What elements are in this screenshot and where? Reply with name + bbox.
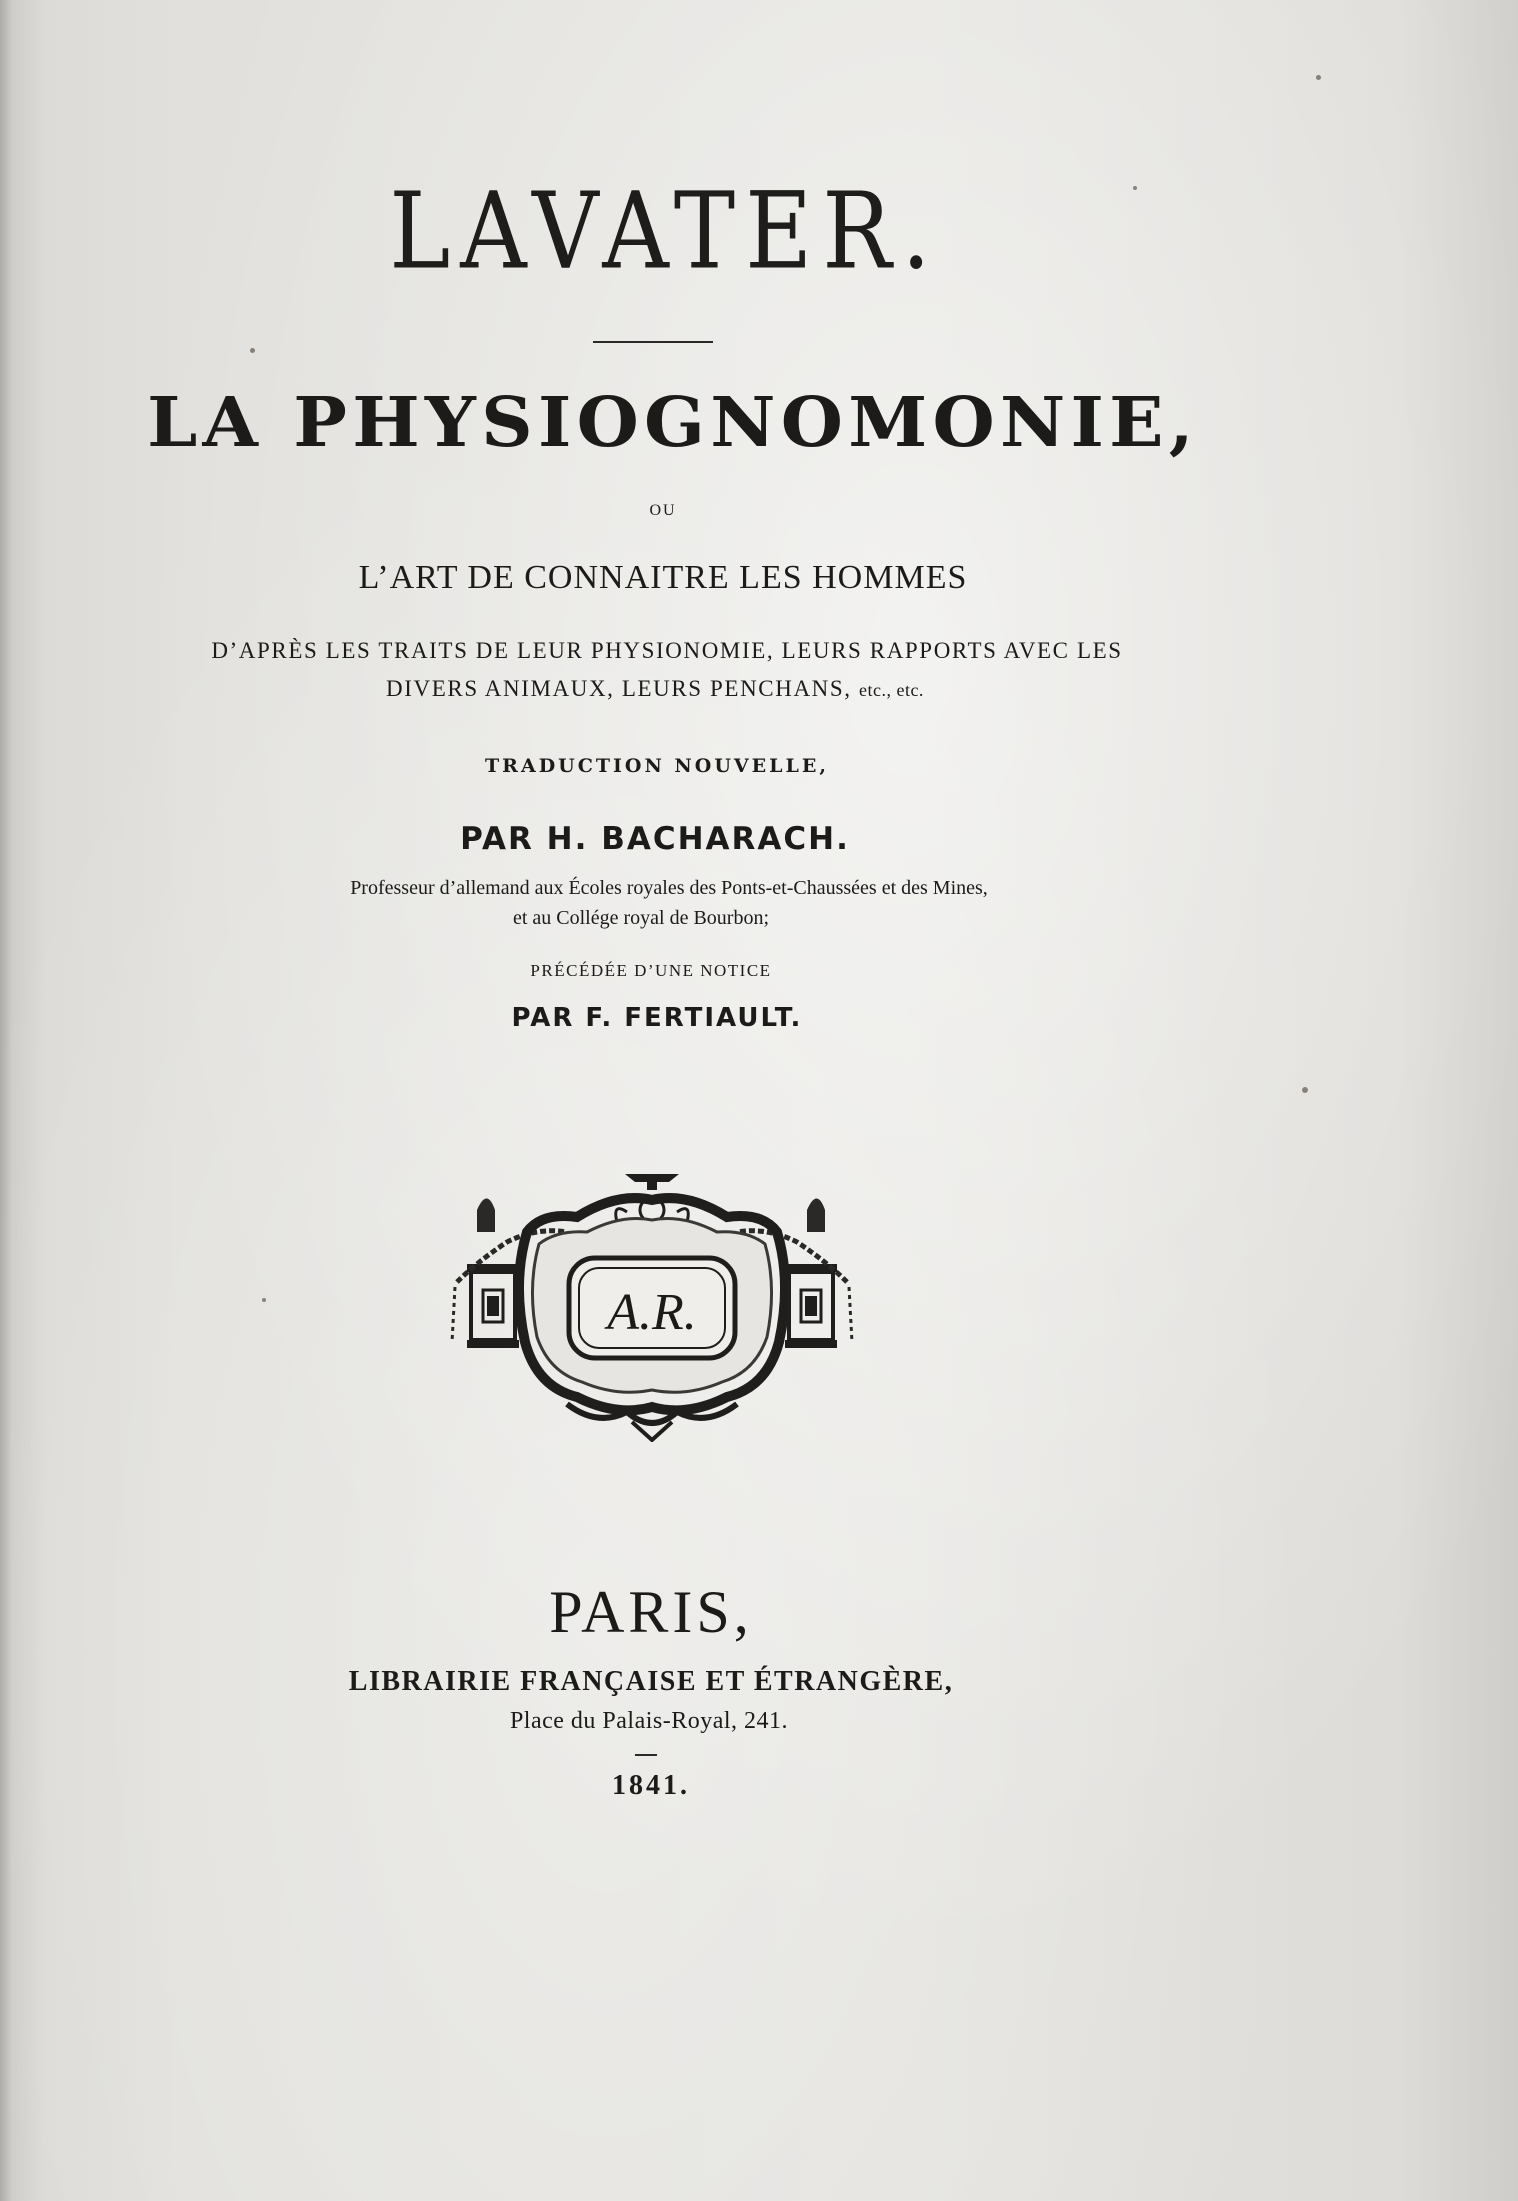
book-title: LA PHYSIOGNOMONIE, [147, 383, 1199, 463]
translator-name: PAR H. BACHARACH. [460, 821, 850, 857]
notice-text: PRÉCÉDÉE D’UNE NOTICE [530, 961, 772, 980]
imprint-year: 1841. [612, 1770, 690, 1801]
paper-speck [1302, 1087, 1308, 1093]
description-line-1: D’APRÈS LES TRAITS DE LEUR PHYSIONOMIE, LEURS RAPPORTS AVEC LES [211, 638, 1123, 663]
paper-speck [1133, 186, 1137, 190]
right-pillar-ornament [785, 1199, 837, 1349]
author-heading: LAVATER. [389, 169, 941, 294]
description-line-2-main: DIVERS ANIMAUX, LEURS PENCHANS, [386, 676, 852, 701]
book-subtitle: L’ART DE CONNAITRE LES HOMMES [358, 559, 968, 596]
translator-role-line-2: et au Collége royal de Bourbon; [512, 907, 770, 929]
translation-note: TRADUCTION NOUVELLE, [485, 755, 829, 777]
imprint-address: Place du Palais-Royal, 241. [509, 1708, 789, 1734]
publisher-vignette [447, 1172, 857, 1442]
conjunction-text: OU [649, 502, 677, 519]
translator-role-line-1: Professeur d’allemand aux Écoles royales des Ponts-et-Chaussées et des Mines, [350, 877, 988, 899]
description-line-2 [0, 676, 1320, 702]
divider-rule [593, 341, 713, 343]
left-pillar-ornament [467, 1199, 519, 1349]
paper-speck [1316, 75, 1321, 80]
imprint-divider [635, 1754, 657, 1756]
imprint-publisher: LIBRAIRIE FRANÇAISE ET ÉTRANGÈRE, [348, 1666, 954, 1697]
monogram-text: A.R. [607, 1284, 697, 1341]
description-etc: etc., etc. [858, 680, 924, 700]
page-edge-shadow [0, 0, 12, 2201]
imprint-city: PARIS, [549, 1579, 753, 1645]
paper-speck [262, 1298, 266, 1302]
notice-author: PAR F. FERTIAULT. [511, 1003, 803, 1033]
urn-ornament [625, 1174, 679, 1190]
paper-speck [250, 348, 255, 353]
